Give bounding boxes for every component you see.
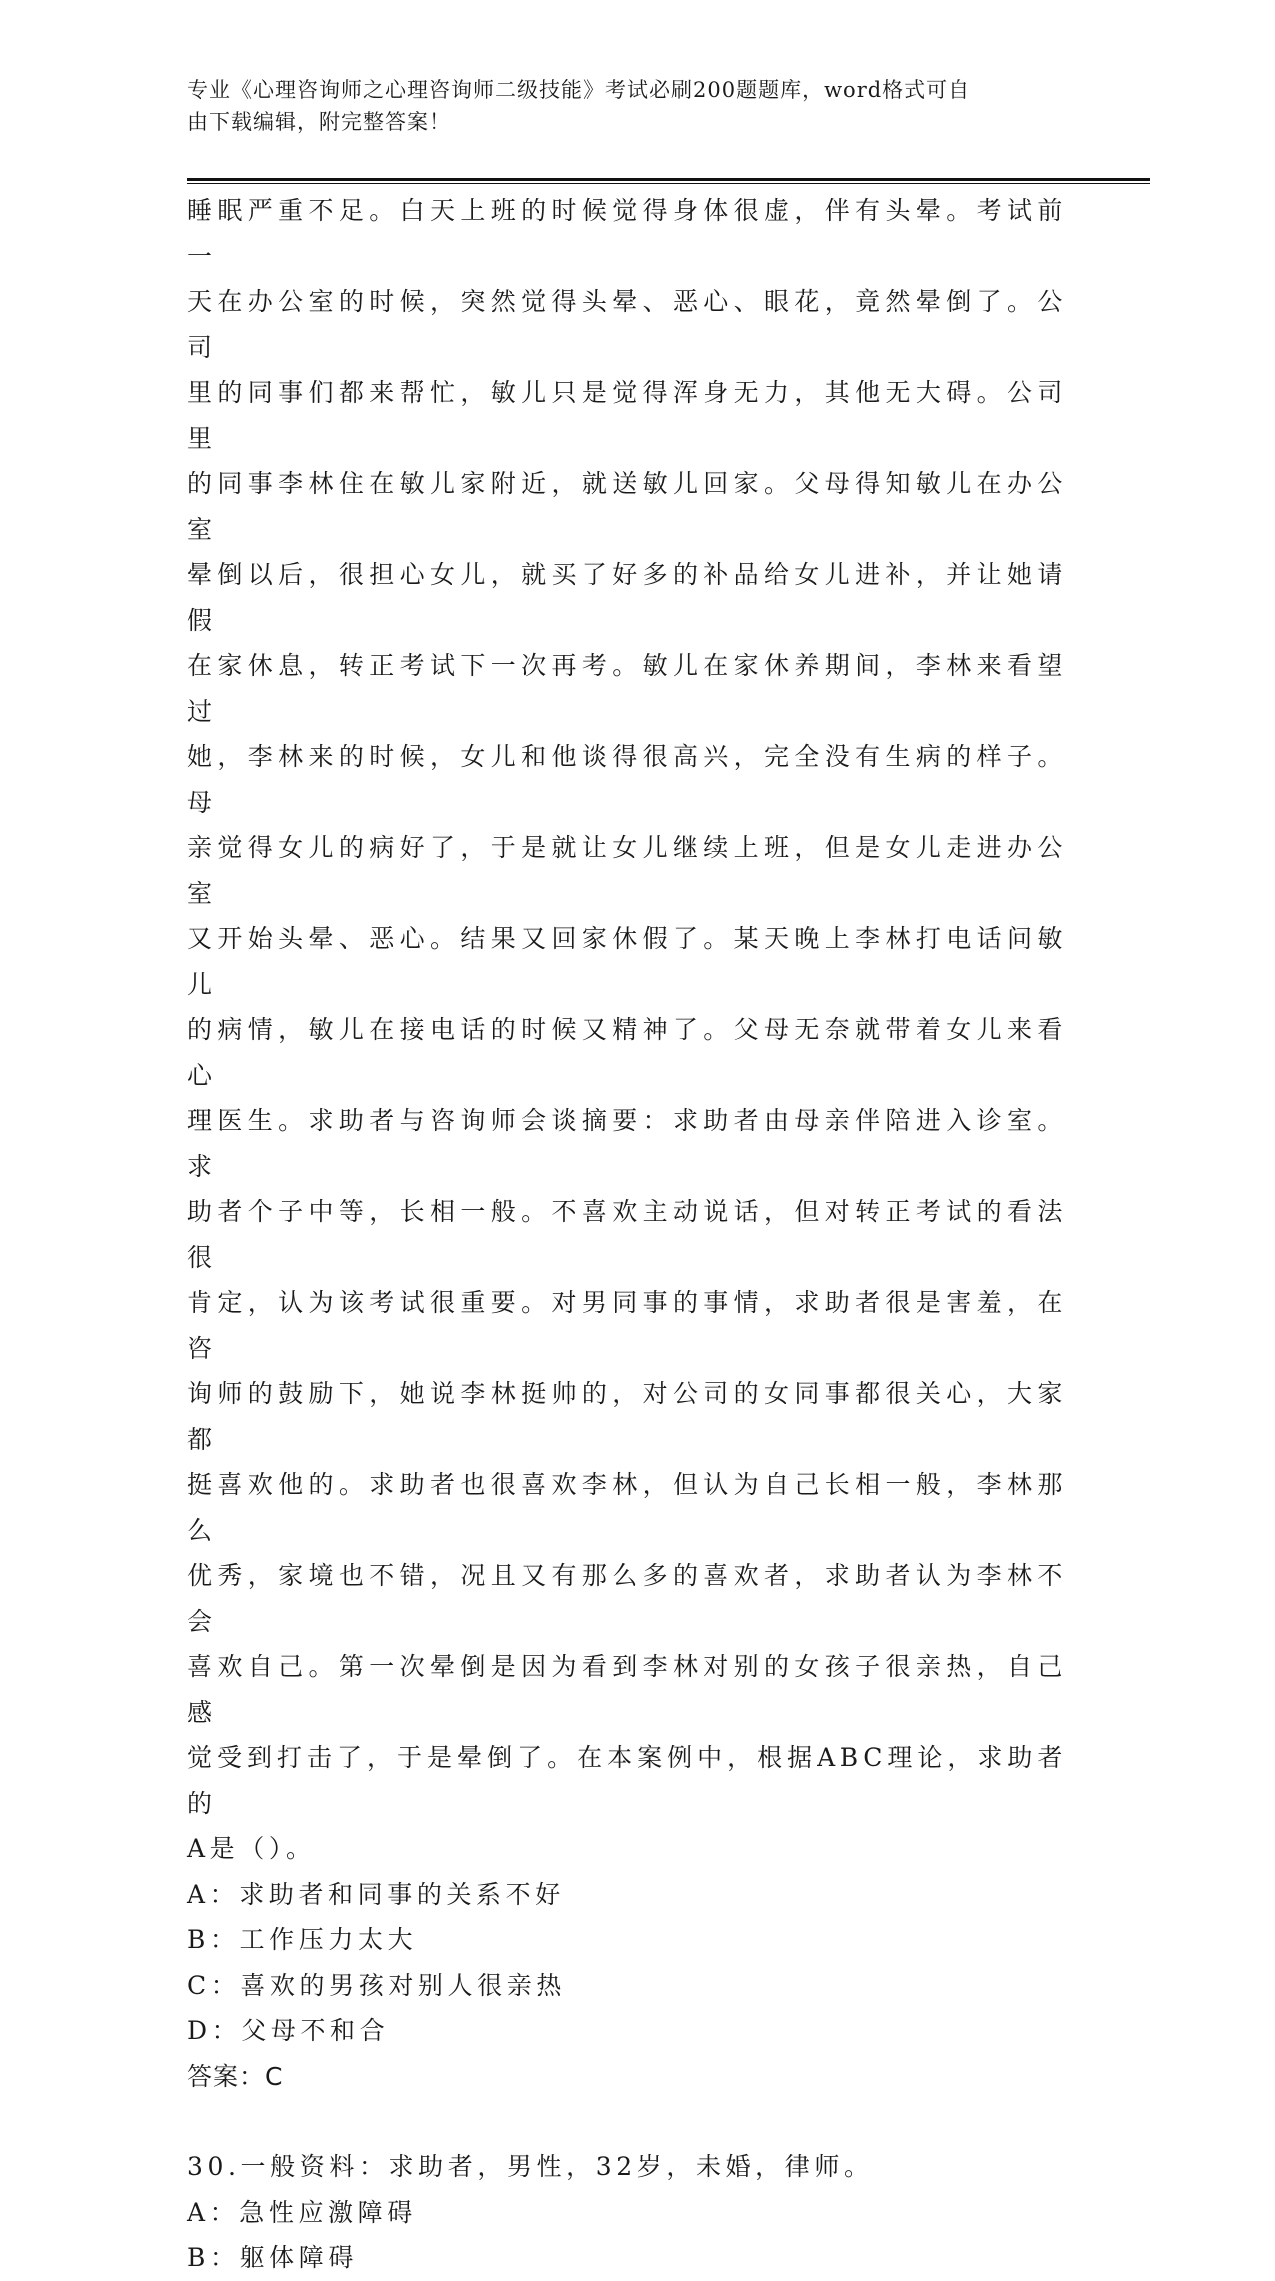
question-line: 的病情，敏儿在接电话的时候又精神了。父母无奈就带着女儿来看心	[187, 1015, 1067, 1090]
question-line: 她，李林来的时候，女儿和他谈得很高兴，完全没有生病的样子。母	[187, 742, 1067, 817]
question-line: 助者个子中等，长相一般。不喜欢主动说话，但对转正考试的看法很	[187, 1197, 1067, 1272]
question-line: 在家休息，转正考试下一次再考。敏儿在家休养期间，李林来看望过	[187, 651, 1067, 726]
question-line: 的同事李林住在敏儿家附近，就送敏儿回家。父母得知敏儿在办公室	[187, 469, 1067, 544]
next-option-a: A：急性应激障碍	[187, 2197, 417, 2227]
question-spacer	[187, 2099, 1067, 2144]
question-options	[187, 1872, 1067, 2054]
header-divider-thick	[187, 178, 1150, 181]
next-option-b: B：躯体障碍	[187, 2243, 358, 2272]
answer-line: 答案：C	[187, 2061, 284, 2091]
document-header	[187, 74, 1067, 138]
option-a: A：求助者和同事的关系不好	[187, 1879, 565, 1909]
next-question	[187, 2144, 1067, 2281]
question-line: 亲觉得女儿的病好了，于是就让女儿继续上班，但是女儿走进办公室	[187, 833, 1067, 908]
question-line: 喜欢自己。第一次晕倒是因为看到李林对别的女孩子很亲热，自己感	[187, 1652, 1067, 1727]
question-line: 优秀，家境也不错，况且又有那么多的喜欢者，求助者认为李林不会	[187, 1561, 1067, 1636]
header-divider-thin	[187, 183, 1150, 184]
question-line: 天在办公室的时候，突然觉得头晕、恶心、眼花，竟然晕倒了。公司	[187, 287, 1067, 362]
question-line: 晕倒以后，很担心女儿，就买了好多的补品给女儿进补，并让她请假	[187, 560, 1067, 635]
question-line: 里的同事们都来帮忙，敏儿只是觉得浑身无力，其他无大碍。公司里	[187, 378, 1067, 453]
question-line: 觉受到打击了，于是晕倒了。在本案例中，根据ABC理论，求助者的	[187, 1743, 1067, 1818]
question-line: 理医生。求助者与咨询师会谈摘要：求助者由母亲伴陪进入诊室。求	[187, 1106, 1067, 1181]
document-body	[187, 188, 1067, 2281]
question-line: A是（）。	[187, 1834, 316, 1863]
question-line: 睡眠严重不足。白天上班的时候觉得身体很虚，伴有头晕。考试前一	[187, 196, 1067, 271]
question-line: 挺喜欢他的。求助者也很喜欢李林，但认为自己长相一般，李林那么	[187, 1470, 1067, 1545]
question-line: 肯定，认为该考试很重要。对男同事的事情，求助者很是害羞，在咨	[187, 1288, 1067, 1363]
header-title-line-2: 由下载编辑，附完整答案！	[187, 110, 451, 134]
option-d: D：父母不和合	[187, 2016, 390, 2045]
option-c: C：喜欢的男孩对别人很亲热	[187, 1970, 566, 2000]
option-b: B：工作压力太大	[187, 1925, 418, 1954]
header-title-line-1: 专业《心理咨询师之心理咨询师二级技能》考试必刷200题题库，word格式可自	[187, 78, 971, 102]
question-line: 又开始头晕、恶心。结果又回家休假了。某天晚上李林打电话问敏儿	[187, 924, 1067, 999]
question-text	[187, 188, 1067, 1872]
next-question-stem: 30.一般资料：求助者，男性，32岁，未婚，律师。	[187, 2152, 874, 2181]
question-line: 询师的鼓励下，她说李林挺帅的，对公司的女同事都很关心，大家都	[187, 1379, 1067, 1454]
